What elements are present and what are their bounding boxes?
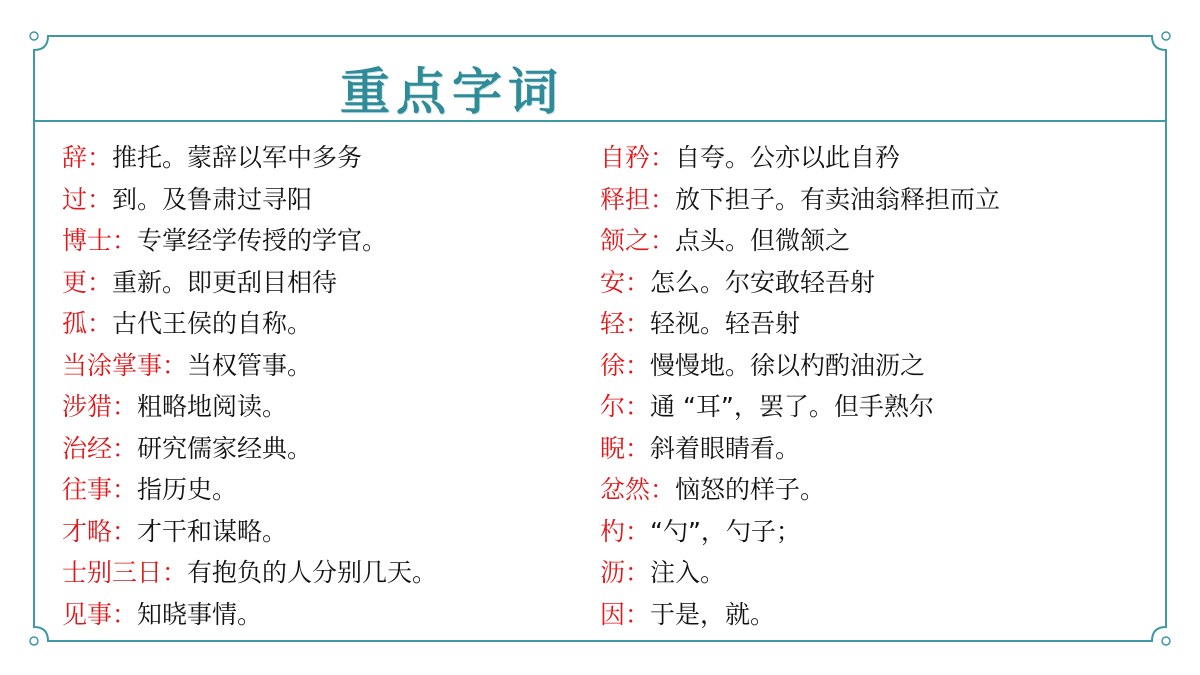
term: 当涂掌事：	[62, 350, 188, 380]
term: 博士：	[62, 226, 138, 255]
definition: 指历史。	[137, 475, 238, 504]
definition: 怎么。尔安敢轻吾射	[650, 267, 876, 297]
list-item	[62, 345, 437, 387]
list-item	[600, 220, 1000, 262]
term: 沥：	[600, 558, 651, 587]
term: 徐：	[600, 350, 651, 380]
term: 往事：	[62, 475, 138, 504]
list-item	[600, 552, 1000, 594]
list-item	[62, 511, 437, 553]
list-item	[600, 262, 1000, 304]
list-item	[600, 511, 1000, 553]
term: 轻：	[600, 309, 651, 338]
left-term-list	[62, 137, 437, 635]
term: 孤：	[62, 309, 113, 338]
definition: 重新。即更刮目相待	[112, 267, 338, 297]
definition: 于是，就。	[650, 599, 776, 629]
definition: 当权管事。	[187, 350, 313, 380]
definition: 斜着眼睛看。	[650, 433, 801, 463]
list-item	[62, 469, 437, 511]
term: 颔之：	[600, 226, 676, 255]
list-item	[62, 262, 437, 304]
definition: 有抱负的人分别几天。	[187, 558, 438, 587]
term: 士别三日：	[62, 558, 188, 587]
definition: 放下担子。有卖油翁释担而立	[675, 184, 1001, 214]
definition: 知晓事情。	[137, 599, 263, 629]
list-item	[600, 303, 1000, 345]
list-item	[600, 179, 1000, 221]
page-title: 重点字词	[340, 62, 564, 121]
definition: 注入。	[650, 558, 726, 587]
term: 见事：	[62, 599, 138, 629]
definition: “勺”，勺子；	[650, 516, 801, 546]
definition: 通 “耳”，罢了。但手熟尔	[650, 392, 934, 421]
definition: 恼怒的样子。	[675, 475, 826, 504]
definition: 才干和谋略。	[137, 516, 288, 546]
right-term-list	[600, 137, 1000, 635]
definition: 到。及鲁肃过寻阳	[112, 184, 313, 214]
list-item	[62, 220, 437, 262]
list-item	[600, 345, 1000, 387]
list-item	[62, 179, 437, 221]
term: 过：	[62, 184, 113, 214]
list-item	[62, 386, 437, 428]
term: 自矜：	[600, 143, 676, 172]
list-item	[600, 428, 1000, 470]
definition: 研究儒家经典。	[137, 433, 313, 463]
term: 睨：	[600, 433, 651, 463]
definition: 粗略地阅读。	[137, 392, 288, 421]
definition: 推托。蒙辞以军中多务	[112, 143, 363, 172]
term: 辞：	[62, 143, 113, 172]
list-item	[62, 552, 437, 594]
list-item	[62, 428, 437, 470]
term: 释担：	[600, 184, 676, 214]
definition: 慢慢地。徐以杓酌油沥之	[650, 350, 926, 380]
list-item	[600, 594, 1000, 636]
term: 尔：	[600, 392, 651, 421]
list-item	[62, 594, 437, 636]
definition: 古代王侯的自称。	[112, 309, 313, 338]
term: 才略：	[62, 516, 138, 546]
definition: 专掌经学传授的学官。	[137, 226, 388, 255]
term: 杓：	[600, 516, 651, 546]
term: 涉猎：	[62, 392, 138, 421]
list-item	[62, 137, 437, 179]
term: 安：	[600, 267, 651, 297]
list-item	[600, 137, 1000, 179]
definition: 自夸。公亦以此自矜	[675, 143, 901, 172]
term: 因：	[600, 599, 651, 629]
term: 治经：	[62, 433, 138, 463]
term: 忿然：	[600, 475, 676, 504]
definition: 点头。但微颔之	[675, 226, 851, 255]
list-item	[62, 303, 437, 345]
list-item	[600, 469, 1000, 511]
term: 更：	[62, 267, 113, 297]
definition: 轻视。轻吾射	[650, 309, 801, 338]
list-item	[600, 386, 1000, 428]
